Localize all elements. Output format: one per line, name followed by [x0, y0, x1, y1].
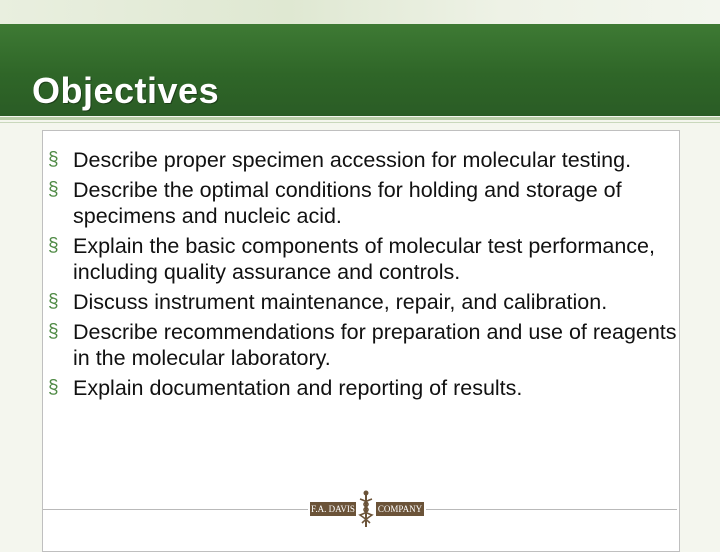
list-item [48, 289, 688, 315]
publisher-logo [310, 489, 424, 529]
bullet-text: Discuss instrument maintenance, repair, and calibration. [73, 290, 608, 314]
title-divider [0, 117, 720, 120]
bullet-icon: § [48, 179, 59, 200]
caduceus-icon [356, 489, 376, 529]
bullet-icon: § [48, 235, 59, 256]
logo-right-label: COMPANY [377, 504, 423, 514]
list-item [48, 177, 688, 229]
list-item [48, 147, 688, 173]
bullet-icon: § [48, 149, 59, 170]
list-item [48, 319, 688, 371]
bullet-icon: § [48, 291, 59, 312]
list-item [48, 233, 688, 285]
bullet-text: Explain documentation and reporting of results. [73, 376, 523, 400]
bullet-icon: § [48, 377, 59, 398]
slide-title: Objectives [32, 70, 220, 111]
bullet-icon: § [48, 321, 59, 342]
objectives-list [48, 147, 688, 405]
list-item [48, 375, 688, 401]
bullet-text: Describe the optimal conditions for holding and storage of specimens and nucleic acid. [73, 178, 622, 228]
bullet-text: Describe recommendations for preparation and use of reagents in the molecular laboratory. [73, 320, 677, 370]
footer-rule-left [43, 509, 308, 510]
bullet-text: Explain the basic components of molecular test performance, including quality assurance and controls. [73, 234, 655, 284]
logo-left-label: F.A. DAVIS [311, 504, 355, 514]
title-divider-thin [0, 122, 720, 123]
bullet-text: Describe proper specimen accession for molecular testing. [73, 148, 632, 172]
header-texture [0, 0, 720, 24]
footer-rule-right [426, 509, 677, 510]
